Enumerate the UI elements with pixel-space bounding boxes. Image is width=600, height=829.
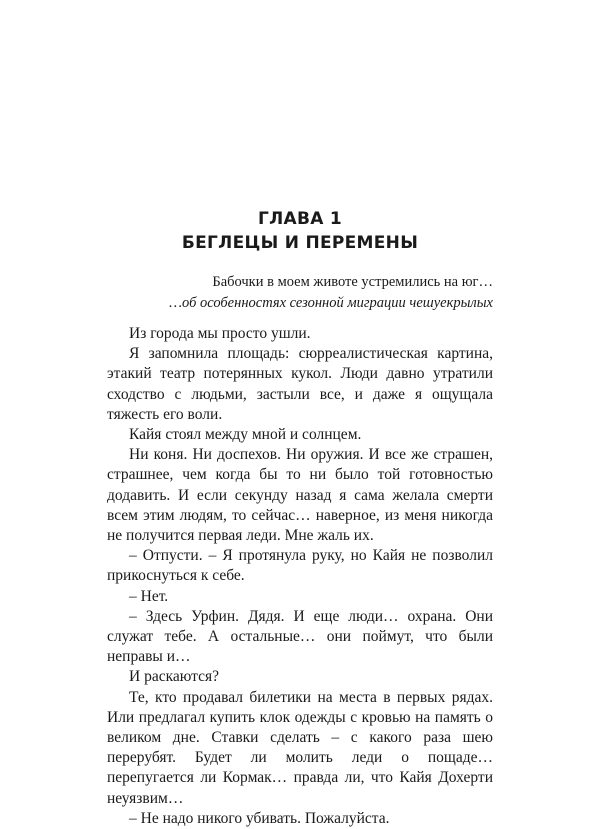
paragraph: – Не надо никого убивать. Пожалуйста.: [129, 809, 390, 827]
paragraph: И раскаются?: [129, 668, 219, 686]
chapter-body: [107, 324, 493, 829]
chapter-title: БЕГЛЕЦЫ И ПЕРЕМЕНЫ: [181, 233, 419, 253]
chapter-number: ГЛАВА 1: [257, 209, 343, 229]
paragraph: Из города мы просто ушли.: [129, 325, 311, 342]
paragraph: Ни коня. Ни доспехов. Ни оружия. И все же страшен, страшнее, чем когда бы то ни было той готовностью додавить. И если секунду назад я сама желала смерти всем этим людям, то сейчас… наверное, из меня никогда не получится первая леди. Мне жаль их.: [107, 446, 493, 545]
paragraph: Те, кто продавал билетики на места в первых рядах. Или предлагал купить клок одежды с кровью на память о великом дне. Ставки сделать – с какого раза шею перерубят. Будет ли молить леди о пощаде… перепугается ли Кормак… правда ли, что Кайя Дохерти неуязвим…: [107, 688, 493, 807]
paragraph: – Отпусти. – Я протянула руку, но Кайя не позволил прикоснуться к себе.: [107, 547, 493, 585]
epigraph: [169, 272, 493, 314]
paragraph: – Нет.: [129, 587, 169, 605]
chapter-heading: [0, 207, 600, 255]
paragraph: – Здесь Урфин. Дядя. И еще люди… охрана. Они служат тебе. А остальные… они поймут, что были неправы и…: [107, 607, 493, 666]
paragraph: Я запомнила площадь: сюрреалистическая картина, этакий театр потерянных кукол. Люди давно утратили сходство с людьми, застыли все, и даже я ощущала тяжесть его воли.: [107, 345, 493, 423]
epigraph-quote: Бабочки в моем животе устремились на юг…: [212, 274, 493, 290]
epigraph-source: …об особенностях сезонной миграции чешуекрылых: [169, 295, 493, 311]
paragraph: Кайя стоял между мной и солнцем.: [129, 426, 362, 444]
